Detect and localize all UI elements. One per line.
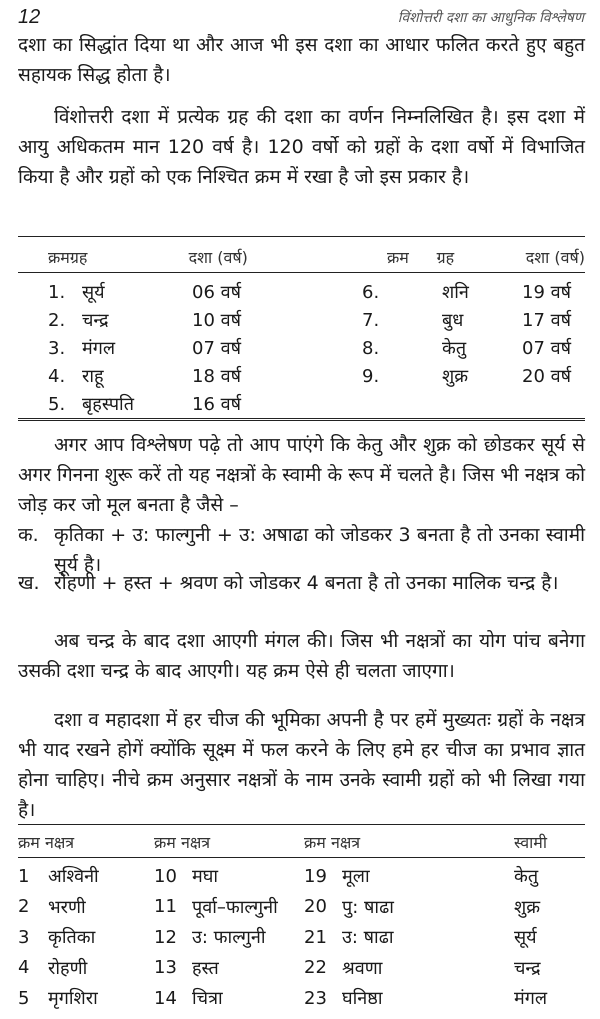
table-top-rule [18,236,585,237]
serial-cell: 13 [154,957,177,979]
header-cell: दशा (वर्ष) [188,248,248,267]
serial-cell: 8. [362,337,380,359]
serial-cell: 3 [18,926,30,948]
list-label: ख. [18,572,40,594]
nakshatra-cell: अश्विनी [48,866,99,888]
serial-cell [362,390,442,418]
nakshatra-cell: मूला [342,866,370,888]
nakshatra-cell: श्रवणा [342,957,383,979]
paragraph-5: दशा व महादशा में हर चीज की भूमिका अपनी है पर हमें मुख्यतः ग्रहों के नक्षत्र भी याद रखने होगें क्योंकि सूक्ष्म में फल करने के लिए हमे हर चीज का प्रभाव ज्ञात होना चाहिए। नीचे क्रम अनुसार नक्षत्रों के नाम उनके स्वामी ग्रहों को भी लिखा गया है। [18,709,585,821]
header-cell: क्रम नक्षत्र [18,833,75,852]
lord-cell: केतु [514,866,539,888]
planet-cell: राहू [82,366,104,387]
serial-cell: 23 [304,987,327,1009]
serial-cell: 3. [48,337,66,359]
serial-cell: 19 [304,865,327,887]
page-number: 12 [18,6,41,28]
nakshatra-cell: पूर्वा–फाल्गुनी [192,896,278,918]
serial-cell: 6. [362,281,380,303]
table-row [18,278,585,306]
list-text: रोहणी + हस्त + श्रवण को जोडकर 4 बनता है तो उनका मालिक चन्द्र है। [54,572,559,594]
planet-cell: चन्द्र [82,310,109,331]
nakshatra-cell: मृगशिरा [48,988,98,1010]
list-text: कृतिका + उ: फाल्गुनी + उ: अषाढा को जोडकर 3 बनता है तो उनका स्वामी सूर्य है। [54,524,585,576]
header-cell: स्वामी [514,833,547,852]
table-row [18,953,585,984]
lord-cell: मंगल [514,988,548,1010]
serial-cell: 12 [154,926,177,948]
header-cell: ग्रह [69,248,88,267]
nakshatra-cell: रोहणी [48,957,88,979]
planet-cell: बृहस्पति [82,394,134,415]
serial-cell: 10 [154,865,177,887]
serial-cell: 20 [304,896,327,918]
dasha-table-body [18,278,585,418]
nakshatra-cell: उ: षाढा [342,927,394,949]
serial-cell: 5 [18,987,30,1009]
dasha-years-cell: 07 वर्ष [522,338,572,359]
table-row [18,334,585,362]
table-header-rule [18,272,585,273]
paragraph-2: विंशोत्तरी दशा में प्रत्येक ग्रह की दशा का वर्णन निम्नलिखित है। इस दशा में आयु अधिकतम मान 120 वर्ष है। 120 वर्षो को ग्रहों के दशा वर्षो में विभाजित किया है और ग्रहों को एक निश्चित क्रम में रखा है जो इस प्रकार है। [18,106,585,188]
serial-cell: 21 [304,926,327,948]
table-row [18,861,585,892]
nakshatra-cell: पु: षाढा [342,896,394,918]
planet-cell: मंगल [82,338,116,359]
list-label: क. [18,524,39,546]
dasha-years-cell: 10 वर्ष [192,310,242,331]
table-bottom-rule [18,418,585,421]
dasha-years-cell: 19 वर्ष [522,282,572,303]
dasha-years-cell: 17 वर्ष [522,310,572,331]
header-cell: क्रम [386,248,409,267]
paragraph-3: अगर आप विश्लेषण पढ़े तो आप पाएंगे कि केतु और शुक्र को छोडकर सूर्य से अगर गिनना शुरू करें तो यह नक्षत्रों के स्वामी के रूप में चलते है। जिस भी नक्षत्र को जोड़ कर जो मूल बनता है जैसे – [18,434,585,516]
serial-cell: 5. [48,393,66,415]
paragraph-1: दशा का सिद्धांत दिया था और आज भी इस दशा का आधार फलित करते हुए बहुत सहायक सिद्ध होता है। [18,34,585,86]
dasha-years-cell: 07 वर्ष [192,338,242,359]
dasha-years-cell: 20 वर्ष [522,366,572,387]
table-header-row [18,243,585,271]
planet-cell: बुध [442,310,464,331]
serial-cell: 1. [48,281,66,303]
nakshatra-cell: चित्रा [192,988,223,1010]
serial-cell: 9. [362,365,380,387]
serial-cell: 4 [18,957,30,979]
dasha-years-cell: 16 वर्ष [192,394,242,415]
header-cell: क्रम नक्षत्र [304,833,361,852]
nakshatra-cell: घनिष्ठा [342,988,383,1010]
table-row [18,892,585,923]
dasha-years-cell [522,390,585,418]
paragraph-4: अब चन्द्र के बाद दशा आएगी मंगल की। जिस भी नक्षत्रों का योग पांच बनेगा उसकी दशा चन्द्र के बाद आएगी। यह क्रम ऐसे ही चलता जाएगा। [18,630,585,682]
list-item [18,568,585,598]
lord-cell: शुक्र [514,896,541,918]
table-row [18,390,585,418]
serial-cell: 2 [18,896,30,918]
serial-cell: 2. [48,309,66,331]
header-cell: क्रम [48,248,70,267]
serial-cell: 14 [154,987,177,1009]
nakshatra-table [18,861,585,1014]
table2-top-rule [18,824,585,825]
header-cell: क्रम नक्षत्र [154,833,211,852]
header-cell: ग्रह [436,248,455,267]
planet-cell: शुक्र [442,366,469,387]
planet-cell: शनि [442,282,469,303]
nakshatra-cell: कृतिका [48,927,96,949]
lord-cell: सूर्य [514,927,537,949]
nakshatra-cell: हस्त [192,957,219,979]
serial-cell: 11 [154,896,177,918]
planet-cell: केतु [442,338,467,359]
table2-header-rule [18,857,585,858]
dasha-years-cell: 06 वर्ष [192,282,242,303]
planet-cell [442,390,522,418]
nakshatra-cell: भरणी [48,896,86,918]
nakshatra-table-header [18,828,585,856]
table-row [18,362,585,390]
serial-cell: 22 [304,957,327,979]
running-title: विंशोत्तरी दशा का आधुनिक विश्लेषण [397,10,584,26]
planet-cell: सूर्य [82,282,105,303]
table-header-row [18,828,585,856]
serial-cell: 7. [362,309,380,331]
header-cell: दशा (वर्ष) [525,248,585,267]
table-row [18,306,585,334]
table-row [18,983,585,1014]
table-row [18,922,585,953]
lord-cell: चन्द्र [514,957,541,979]
dasha-years-cell: 18 वर्ष [192,366,242,387]
nakshatra-cell: उ: फाल्गुनी [192,927,266,949]
dasha-table [18,243,585,271]
serial-cell: 4. [48,365,66,387]
serial-cell: 1 [18,865,30,887]
nakshatra-cell: मघा [192,866,219,888]
